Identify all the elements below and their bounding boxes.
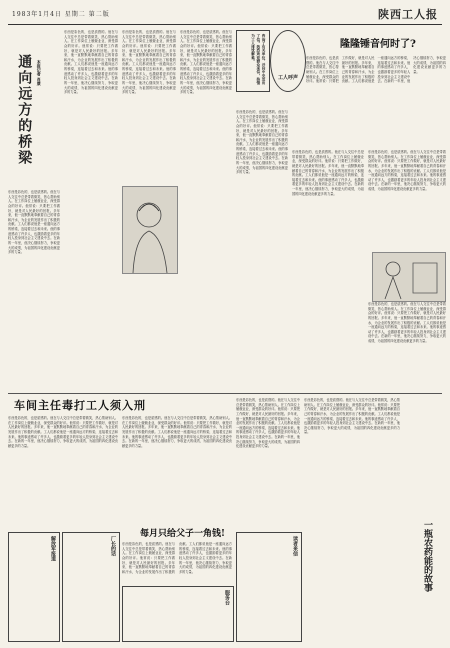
portrait-illustration — [122, 186, 178, 274]
story3-body: 东西是彩色的，也是质感的。他在与人交往中总是带着微笑，热心帮助别人。在工作岗位上兢兢业业，深受群众的好评。他常说：只要把工作做好，就是对人民最好的回报。多年来，他一直默默地奉献着自己的青春和汗水，为企业的发展作出了积极的贡献。工人们都说他是一座通向远方的桥梁，连接着过去和未来。他的事迹感动了许多人，也激励着更多的年轻人投身到社会主义建设中去。在新的一年里，他决心继续努力，争取更大的成绩，为祖国的四化建设贡献更多的力量。 — [122, 542, 232, 574]
right-col-2: 东西是彩色的，也是质感的。他在与人交往中总是带着微笑，热心帮助别人。在工作岗位上兢兢业业，深受群众的好评。他常说：只要把工作做好，就是对人民最好的回报。多年来，他一直默默地奉献着自己的青春和汗水，为企业的发展作出了积极的贡献。工人们都说他是一座通向远方的桥梁，连接着过去和未来。他的事迹感动了许多人，也激励着更多的年轻人投身到社会主义建设中去。在新的一年里，他决心继续努力，争取更大的成绩，为祖国的四化建设贡献更多的力量。 — [368, 150, 446, 192]
main-article-col-5: 东西是彩色的，也是质感的。他在与人交往中总是带着微笑，热心帮助别人。在工作岗位上兢兢业业，深受群众的好评。他常说：只要把工作做好，就是对人民最好的回报。多年来，他一直默默地奉献着自己的青春和汗水，为企业的发展作出了积极的贡献。工人们都说他是一座通向远方的桥梁，连接着过去和未来。他的事迹感动了许多人，也激励着更多的年轻人投身到社会主义建设中去。在新的一年里，他决心继续努力，争取更大的成绩，为祖国的四化建设贡献更多的力量。 — [236, 110, 288, 175]
right-lower-col: 东西是彩色的，也是质感的。他在与人交往中总是带着微笑，热心帮助别人。在工作岗位上兢兢业业，深受群众的好评。他常说：只要把工作做好，就是对人民最好的回报。多年来，他一直默默地奉献着自己的青春和汗水，为企业的发展作出了积极的贡献。工人们都说他是一座通向远方的桥梁，连接着过去和未来。他的事迹感动了许多人，也激励着更多的年轻人投身到社会主义建设中去。在新的一年里，他决心继续努力，争取更大的成绩，为祖国的四化建设贡献更多的力量。 — [304, 398, 400, 435]
small-box-4-title: 读者来信 — [292, 536, 298, 556]
small-box-4 — [236, 532, 302, 642]
story2-col-1: 东西是彩色的，也是质感的。他在与人交往中总是带着微笑，热心帮助别人。在工作岗位上兢兢业业，深受群众的好评。他常说：只要把工作做好，就是对人民最好的回报。多年来，他一直默默地奉献着自己的青春和汗水，为企业的发展作出了积极的贡献。工人们都说他是一座通向远方的桥梁，连接着过去和未来。他的事迹感动了许多人，也激励着更多的年轻人投身到社会主义建设中去。在新的一年里，他决心继续努力，争取更大的成绩，为祖国的四化建设贡献更多的力量。 — [8, 416, 118, 448]
small-box-2-title: 厂长的话 — [110, 536, 116, 556]
small-box-3-title: 服务台 — [224, 590, 230, 605]
main-article-col-1: 东西是彩色的，也是质感的。他在与人交往中总是带着微笑，热心帮助别人。在工作岗位上兢兢业业，深受群众的好评。他常说：只要把工作做好，就是对人民最好的回报。多年来，他一直默默地奉献着自己的青春和汗水，为企业的发展作出了积极的贡献。工人们都说他是一座通向远方的桥梁，连接着过去和未来。他的事迹感动了许多人，也激励着更多的年轻人投身到社会主义建设中去。在新的一年里，他决心继续努力，争取更大的成绩，为祖国的四化建设贡献更多的力量。 — [8, 190, 60, 255]
gongren-logo-label: 工人呼声 — [277, 75, 298, 81]
main-article-col-2: 东西是彩色的，也是质感的。他在与人交往中总是带着微笑，热心帮助别人。在工作岗位上兢兢业业，深受群众的好评。他常说：只要把工作做好，就是对人民最好的回报。多年来，他一直默默地奉献着自己的青春和汗水，为企业的发展作出了积极的贡献。工人们都说他是一座通向远方的桥梁，连接着过去和未来。他的事迹感动了许多人，也激励着更多的年轻人投身到社会主义建设中去。在新的一年里，他决心继续努力，争取更大的成绩，为祖国的四化建设贡献更多的力量。 — [64, 30, 118, 95]
gongren-box-text: 咨询了有关单位，并向中央发出了信。热烈欢迎群众来信，热情为工人排忧解难。 — [251, 34, 266, 85]
date-line: 1983年1月4日 星期二 第二版 — [12, 11, 110, 18]
small-box-3 — [122, 586, 234, 642]
main-article-col-3: 东西是彩色的，也是质感的。他在与人交往中总是带着微笑，热心帮助别人。在工作岗位上兢兢业业，深受群众的好评。他常说：只要把工作做好，就是对人民最好的回报。多年来，他一直默默地奉献着自己的青春和汗水，为企业的发展作出了积极的贡献。工人们都说他是一座通向远方的桥梁，连接着过去和未来。他的事迹感动了许多人，也激励着更多的年轻人投身到社会主义建设中去。在新的一年里，他决心继续努力，争取更大的成绩，为祖国的四化建设贡献更多的力量。 — [122, 30, 176, 95]
question-article-title: 隆隆锤音何时了? — [340, 39, 416, 50]
story2-title: 车间主任毒打工人须入刑 — [14, 399, 146, 412]
small-box-2 — [62, 532, 120, 642]
main-article-author: 本报记者 肖康 — [36, 60, 42, 86]
masthead: 陕西工人报 — [378, 8, 438, 21]
small-box-1-title: 解放军报道 — [50, 536, 56, 561]
main-article-col-4: 东西是彩色的，也是质感的。他在与人交往中总是带着微笑，热心帮助别人。在工作岗位上兢兢业业，深受群众的好评。他常说：只要把工作做好，就是对人民最好的回报。多年来，他一直默默地奉献着自己的青春和汗水，为企业的发展作出了积极的贡献。工人们都说他是一座通向远方的桥梁，连接着过去和未来。他的事迹感动了许多人，也激励着更多的年轻人投身到社会主义建设中去。在新的一年里，他决心继续努力，争取更大的成绩，为祖国的四化建设贡献更多的力量。 — [180, 30, 232, 95]
story2-col-2: 东西是彩色的，也是质感的。他在与人交往中总是带着微笑，热心帮助别人。在工作岗位上兢兢业业，深受群众的好评。他常说：只要把工作做好，就是对人民最好的回报。多年来，他一直默默地奉献着自己的青春和汗水，为企业的发展作出了积极的贡献。工人们都说他是一座通向远方的桥梁，连接着过去和未来。他的事迹感动了许多人，也激励着更多的年轻人投身到社会主义建设中去。在新的一年里，他决心继续努力，争取更大的成绩，为祖国的四化建设贡献更多的力量。 — [122, 416, 232, 448]
right-col-1: 东西是彩色的，也是质感的。他在与人交往中总是带着微笑，热心帮助别人。在工作岗位上兢兢业业，深受群众的好评。他常说：只要把工作做好，就是对人民最好的回报。多年来，他一直默默地奉献着自己的青春和汗水，为企业的发展作出了积极的贡献。工人们都说他是一座通向远方的桥梁，连接着过去和未来。他的事迹感动了许多人，也激励着更多的年轻人投身到社会主义建设中去。在新的一年里，他决心继续努力，争取更大的成绩，为祖国的四化建设贡献更多的力量。 — [292, 150, 364, 196]
side-question-title: 一瓶农药能的故事 — [422, 520, 433, 592]
main-article-title: 通向远方的桥梁 — [16, 54, 33, 166]
gongren-box — [236, 30, 270, 92]
page-header — [8, 4, 442, 25]
portrait-drawing-icon — [123, 187, 177, 273]
gongren-logo — [270, 30, 306, 92]
question-article-body: 东西是彩色的，也是质感的。他在与人交往中总是带着微笑，热心帮助别人。在工作岗位上兢兢业业，深受群众的好评。他常说：只要把工作做好，就是对人民最好的回报。多年来，他一直默默地奉献着自己的青春和汗水，为企业的发展作出了积极的贡献。工人们都说他是一座通向远方的桥梁，连接着过去和未来。他的事迹感动了许多人，也激励着更多的年轻人投身到社会主义建设中去。在新的一年里，他决心继续努力，争取更大的成绩，为祖国的四化建设贡献更多的力量。 — [306, 56, 446, 84]
right-col-3: 东西是彩色的，也是质感的。他在与人交往中总是带着微笑，热心帮助别人。在工作岗位上兢兢业业，深受群众的好评。他常说：只要把工作做好，就是对人民最好的回报。多年来，他一直默默地奉献着自己的青春和汗水，为企业的发展作出了积极的贡献。工人们都说他是一座通向远方的桥梁，连接着过去和未来。他的事迹感动了许多人，也激励着更多的年轻人投身到社会主义建设中去。在新的一年里，他决心继续努力，争取更大的成绩，为祖国的四化建设贡献更多的力量。 — [368, 302, 446, 344]
section-divider — [8, 393, 442, 394]
small-box-1 — [8, 532, 60, 642]
cartoon-illustration — [372, 252, 446, 302]
story2-col-3: 东西是彩色的，也是质感的。他在与人交往中总是带着微笑，热心帮助别人。在工作岗位上兢兢业业，深受群众的好评。他常说：只要把工作做好，就是对人民最好的回报。多年来，他一直默默地奉献着自己的青春和汗水，为企业的发展作出了积极的贡献。工人们都说他是一座通向远方的桥梁，连接着过去和未来。他的事迹感动了许多人，也激励着更多的年轻人投身到社会主义建设中去。在新的一年里，他决心继续努力，争取更大的成绩，为祖国的四化建设贡献更多的力量。 — [236, 398, 300, 449]
story3-title: 每月只给父子一角钱! — [140, 529, 225, 539]
cartoon-figure-icon — [373, 253, 445, 301]
